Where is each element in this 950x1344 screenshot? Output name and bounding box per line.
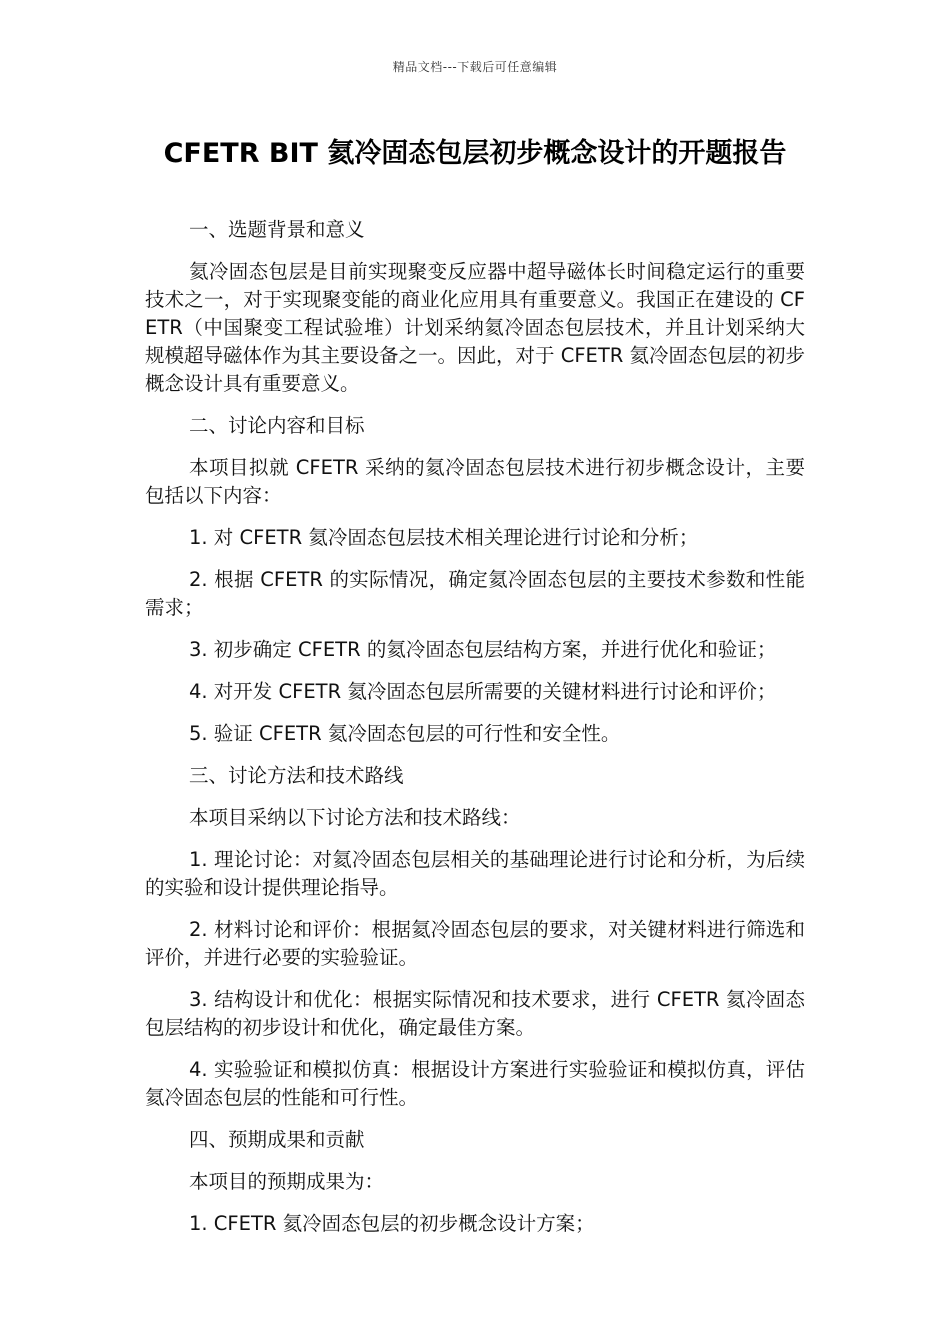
section-heading-background: 一、选题背景和意义	[189, 218, 365, 241]
list-item-content-5: 5. 验证 CFETR 氦冷固态包层的可行性和安全性。	[189, 722, 621, 745]
paragraph-methods-intro: 本项目采纳以下讨论方法和技术路线：	[189, 806, 521, 829]
list-item-method-4: 4. 实验验证和模拟仿真：根据设计方案进行实验验证和模拟仿真，评估氦冷固态包层的性能和可行性。	[145, 1058, 805, 1109]
paragraph-background: 氦冷固态包层是目前实现聚变反应器中超导磁体长时间稳定运行的重要技术之一，对于实现聚变能的商业化应用具有重要意义。我国正在建设的 CFETR（中国聚变工程试验堆）计划采纳氦冷固态包层技术，并且计划采纳大规模超导磁体作为其主要设备之一。因此，对于 CFETR 氦冷固态包层的初步概念设计具有重要意义。	[145, 260, 806, 395]
document-body	[145, 216, 805, 1252]
paragraph-outcomes-intro: 本项目的预期成果为：	[189, 1170, 385, 1193]
list-item-content-4: 4. 对开发 CFETR 氦冷固态包层所需要的关键材料进行讨论和评价；	[189, 680, 777, 703]
list-item-method-1: 1. 理论讨论：对氦冷固态包层相关的基础理论进行讨论和分析，为后续的实验和设计提供理论指导。	[145, 848, 805, 899]
page-header-note: 精品文档---下载后可任意编辑	[392, 60, 558, 74]
list-item-outcome-1: 1. CFETR 氦冷固态包层的初步概念设计方案；	[189, 1212, 595, 1235]
paragraph-content-intro: 本项目拟就 CFETR 采纳的氦冷固态包层技术进行初步概念设计，主要包括以下内容：	[145, 456, 805, 507]
list-item-method-2: 2. 材料讨论和评价：根据氦冷固态包层的要求，对关键材料进行筛选和评价，并进行必要的实验验证。	[145, 918, 805, 969]
list-item-content-1: 1. 对 CFETR 氦冷固态包层技术相关理论进行讨论和分析；	[189, 526, 699, 549]
section-heading-methods: 三、讨论方法和技术路线	[189, 764, 404, 787]
list-item-content-2: 2. 根据 CFETR 的实际情况，确定氦冷固态包层的主要技术参数和性能需求；	[145, 568, 805, 619]
document-title: CFETR BIT 氦冷固态包层初步概念设计的开题报告	[163, 138, 787, 169]
list-item-content-3: 3. 初步确定 CFETR 的氦冷固态包层结构方案，并进行优化和验证；	[189, 638, 777, 661]
section-heading-content-goals: 二、讨论内容和目标	[189, 414, 365, 437]
list-item-method-3: 3. 结构设计和优化：根据实际情况和技术要求，进行 CFETR 氦冷固态包层结构的初步设计和优化，确定最佳方案。	[145, 988, 805, 1039]
section-heading-outcomes: 四、预期成果和贡献	[189, 1128, 365, 1151]
